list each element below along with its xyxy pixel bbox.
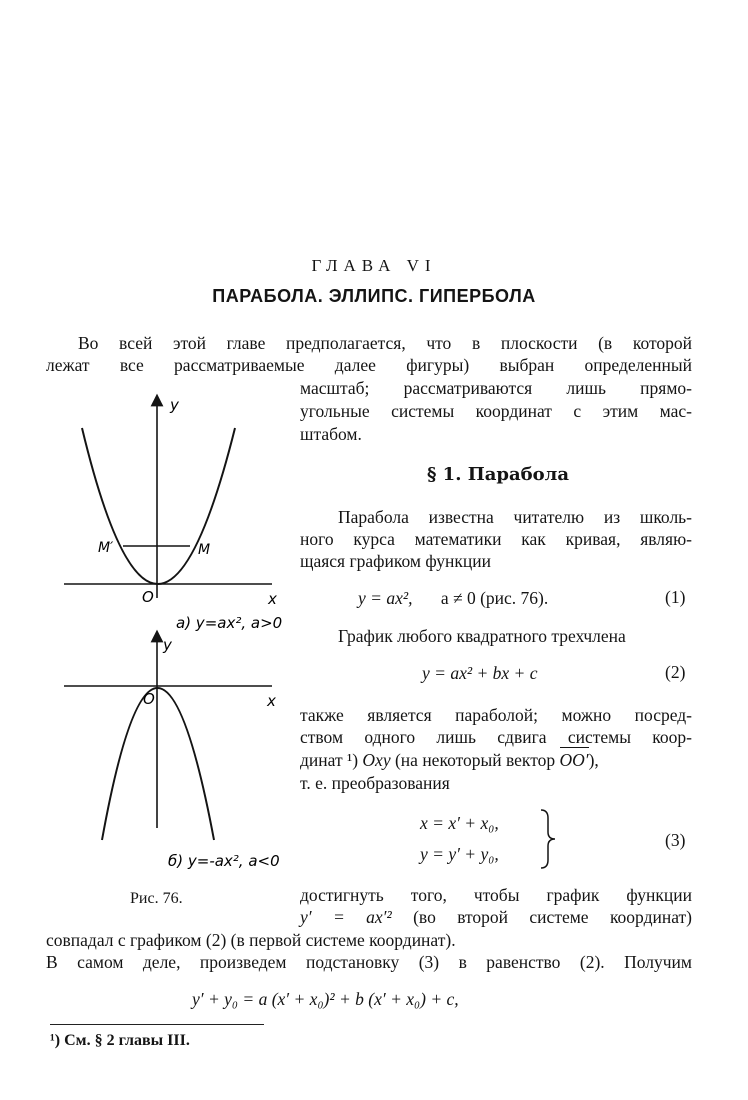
intro-line-2: лежат все рассматриваемые далее фигуры) выбран определенный (46, 355, 692, 375)
para3-line-2: ством одного лишь сдвига системы коор- (300, 727, 692, 747)
panel-a-x-label: x (268, 590, 277, 608)
footnote: ¹) См. § 2 главы III. (50, 1032, 190, 1049)
para3-text-e: ), (588, 750, 599, 770)
panel-b-y-label: y (163, 636, 172, 654)
point-m-prime-label: M′ (98, 540, 114, 556)
para3-vector (560, 750, 589, 770)
equation-3-line-2: y = y′ + y₀, (420, 844, 499, 864)
panel-a-parabola (82, 428, 235, 584)
para3-text-a: динат ¹) (300, 750, 363, 770)
equation-2: y = ax² + bx + c (422, 663, 538, 683)
equation-2-number: (2) (665, 662, 686, 682)
panel-b-caption: б) y=-ax², a<0 (168, 852, 280, 870)
equation-1 (358, 587, 548, 609)
panel-b-parabola (102, 688, 214, 840)
para3-text-c: (на некоторый вектор (390, 750, 560, 770)
equation-1-condition: a ≠ 0 (рис. 76). (440, 588, 549, 608)
para3-line-3 (300, 749, 599, 771)
para1-line-2: ного курса математики как кривая, являю- (300, 529, 692, 549)
footnote-rule (50, 1024, 264, 1025)
para2-line: График любого квадратного трехчлена (338, 626, 626, 646)
point-m-label: M (198, 542, 211, 558)
panel-a-y-label: y (170, 396, 179, 414)
para4-line-4: В самом деле, произведем подстановку (3) в равенство (2). Получим (46, 952, 692, 972)
para4-line-3: совпадал с графиком (2) (в первой системе координат). (46, 930, 456, 950)
chapter-title: ПАРАБОЛА. ЭЛЛИПС. ГИПЕРБОЛА (212, 286, 536, 306)
para3-line-4: т. е. преобразования (300, 773, 450, 793)
intro-line-3: масштаб; рассматриваются лишь прямо- (300, 378, 692, 398)
intro-line-1: Во всей этой главе предполагается, что в плоскости (в которой (78, 333, 692, 353)
panel-b-origin-label: O (143, 690, 155, 708)
intro-line-4: угольные системы координат с этим мас- (300, 401, 692, 421)
para4-text: (во второй системе координат) (391, 907, 692, 927)
figure-caption: Рис. 76. (130, 890, 183, 907)
equation-1-lhs: y = ax², (358, 588, 417, 608)
para3-system: Oxy (362, 750, 391, 770)
panel-a-origin-label: O (142, 588, 154, 606)
intro-line-5: штабом. (300, 424, 362, 444)
equation-3-line-1: x = x′ + x₀, (420, 813, 499, 833)
para1-line-3: щаяся графиком функции (300, 551, 491, 571)
panel-a (64, 396, 282, 632)
figure-76 (40, 388, 300, 908)
panel-b (64, 636, 280, 870)
panel-b-x-label: x (267, 692, 276, 710)
equation-4: y′ + y₀ = a (x′ + x₀)² + b (x′ + x₀) + c, (192, 989, 459, 1009)
equation-1-number: (1) (665, 587, 686, 607)
chapter-heading: ГЛАВА VI (311, 256, 437, 275)
para4-line-1: достигнуть того, чтобы график функции (300, 885, 692, 905)
section-heading: § 1. Парабола (426, 464, 569, 485)
equation-3-number: (3) (665, 830, 686, 850)
brace-icon (538, 808, 558, 870)
vector-arrow-icon (560, 747, 589, 748)
para4-equation: y′ = ax′² (300, 907, 392, 927)
para4-line-2 (300, 906, 692, 928)
panel-a-caption: а) y=ax², a>0 (176, 614, 283, 632)
para1-line-1: Парабола известна читателю из школь- (338, 507, 692, 527)
para3-line-1: также является параболой; можно посред- (300, 705, 692, 725)
para3-vector-label: OO′ (559, 750, 589, 770)
